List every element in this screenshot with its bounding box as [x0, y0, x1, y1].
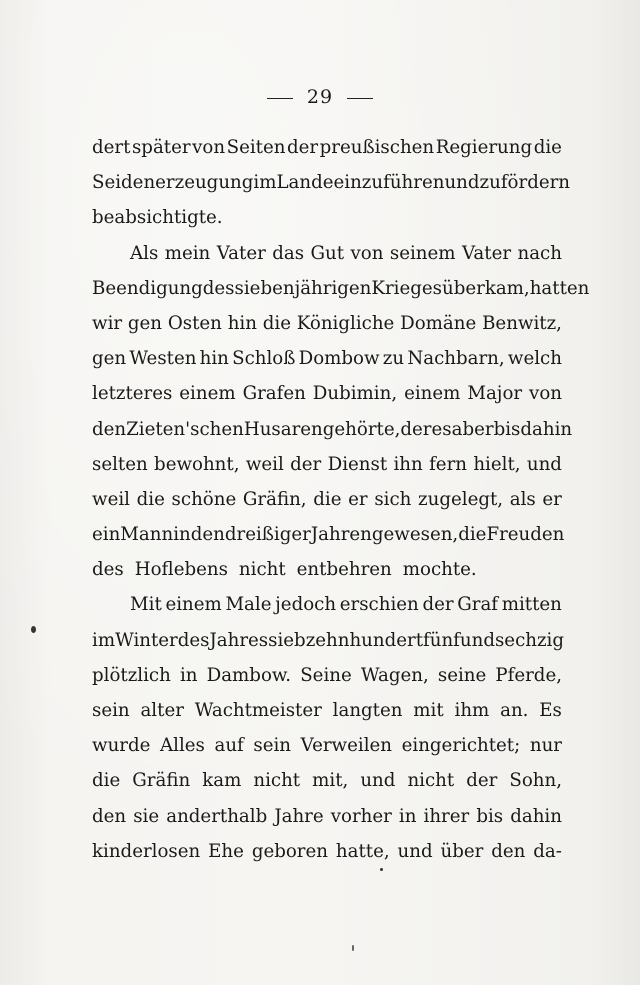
word: Vater [461, 242, 512, 264]
word: in [398, 805, 417, 827]
word: mochte. [402, 559, 477, 581]
word: anderthalb [166, 805, 268, 827]
word: Male [225, 594, 272, 616]
word: seinem [389, 242, 456, 264]
word: seine [437, 664, 487, 686]
word: nicht [238, 559, 286, 581]
word: weil [245, 453, 284, 475]
word: sie [133, 805, 160, 827]
word: Zieten'schen [126, 418, 244, 440]
word: Gut [310, 242, 345, 264]
word: der [422, 594, 454, 616]
word: die [136, 488, 165, 510]
word: Seiten [226, 137, 286, 158]
word: und [444, 172, 480, 194]
word: schöne [171, 488, 237, 510]
word: dreißiger [224, 524, 311, 546]
word: von [529, 383, 562, 405]
word: zugelegt, [418, 488, 504, 510]
word: nicht [253, 770, 301, 792]
word: Lande [276, 172, 334, 194]
word: mein [164, 242, 211, 264]
text-line [92, 165, 571, 200]
word: wurde [92, 735, 151, 757]
text-line [92, 200, 562, 235]
header-dash-right [347, 98, 373, 99]
text-line [92, 271, 590, 306]
word: Vater [216, 242, 266, 264]
word: den [190, 524, 225, 546]
word: gen [127, 312, 163, 334]
word: hatte, [335, 840, 390, 862]
word: die [458, 524, 487, 546]
word: erschien [339, 594, 419, 616]
word: kam [202, 770, 242, 792]
word: letzteres [92, 383, 173, 405]
word: sein [92, 700, 130, 721]
word: Königliche [296, 312, 395, 334]
word: fern [429, 453, 467, 475]
word: als [509, 488, 536, 510]
word: nicht [407, 770, 455, 792]
word: Major [467, 383, 523, 405]
word: Wachtmeister [194, 700, 322, 721]
word: hatten [529, 277, 590, 299]
word: jedoch [275, 594, 337, 616]
word: Ehe [208, 840, 244, 862]
word: hin [199, 348, 229, 370]
word: von [192, 137, 226, 158]
text-line [92, 376, 562, 411]
word: Sohn, [509, 770, 562, 792]
word: einem [179, 383, 236, 405]
word: Grafen [242, 383, 306, 405]
word: die [262, 312, 291, 334]
word: das [272, 242, 305, 264]
word: langten [332, 700, 403, 721]
word: gen [92, 348, 127, 370]
word: fördern [500, 172, 571, 194]
word: preußischen [319, 137, 435, 158]
word: des [177, 629, 210, 651]
text-line [92, 728, 562, 763]
word: siebzehnhundertfünfundsechzig [268, 629, 565, 651]
text-line [92, 412, 573, 447]
text-line [92, 306, 562, 341]
word: zu [382, 348, 405, 370]
ink-speck [31, 626, 36, 633]
word: da- [533, 840, 562, 862]
word: die [313, 488, 342, 510]
word: siebenjährigen [234, 277, 372, 299]
word: geboren [251, 840, 328, 862]
word: an. [500, 700, 529, 721]
text-line [92, 763, 562, 798]
text-line [92, 799, 562, 834]
word: gewesen, [371, 524, 459, 546]
word: alter [140, 700, 184, 721]
word: sein [253, 735, 292, 757]
word: Seidenerzeugung [92, 172, 254, 194]
word: ihrer [423, 805, 470, 827]
word: welch [507, 348, 562, 370]
word: Gräfin, [242, 488, 307, 510]
word: im [92, 629, 116, 651]
word: der [286, 137, 319, 158]
word: Es [539, 700, 562, 721]
ink-speck [352, 945, 354, 951]
word: im [253, 172, 277, 194]
word: Winter [115, 629, 178, 651]
text-line [92, 517, 565, 552]
word: bis [493, 418, 521, 440]
word: Dienst [327, 453, 388, 475]
text-line [92, 658, 562, 693]
word: er [542, 488, 562, 510]
word: plötzlich [92, 664, 171, 686]
word: Dombow [298, 348, 380, 370]
word: es [431, 418, 452, 440]
word: in [173, 524, 191, 546]
word: Pferde, [495, 664, 562, 686]
word: Benwitz, [482, 312, 562, 334]
word: auf [214, 735, 244, 757]
word: und [526, 453, 562, 475]
word: Regierung [435, 137, 533, 158]
header-dash-left [267, 98, 293, 99]
word: zu [479, 172, 501, 194]
word: später [131, 137, 191, 158]
text-line [92, 693, 562, 728]
word: Jahren [310, 524, 372, 546]
word: und [397, 840, 433, 862]
word: Graf [457, 594, 499, 616]
word: Hoflebens [134, 559, 228, 581]
word: Als [130, 242, 159, 264]
word: eingerichtet; [401, 735, 521, 757]
text-line [92, 834, 562, 869]
word: bis [476, 805, 504, 827]
word: Dambow. [206, 664, 292, 686]
word: Jahre [274, 805, 324, 827]
word: Mit [130, 594, 162, 616]
word: Dubimin, [312, 383, 398, 405]
word: Mann [120, 524, 174, 546]
page-header [0, 86, 640, 108]
word: ihm [454, 700, 490, 721]
word: dahin [510, 805, 562, 827]
word: hielt, [473, 453, 521, 475]
text-line [92, 341, 562, 376]
word: gehörte, [322, 418, 401, 440]
word: entbehren [296, 559, 392, 581]
word: den [92, 805, 127, 827]
word: mit [413, 700, 444, 721]
word: dert [92, 137, 131, 158]
word: weil [92, 488, 130, 510]
word: Alles [160, 735, 205, 757]
word: ihn [393, 453, 423, 475]
word: einzuführen [333, 172, 445, 194]
word: die [92, 770, 121, 792]
word: der [290, 453, 322, 475]
word: Wagen, [360, 664, 429, 686]
word: den [491, 840, 526, 862]
word: Nachbarn, [407, 348, 505, 370]
page-number: 29 [306, 86, 334, 108]
body-text [92, 130, 590, 869]
word: beabsichtigte. [92, 207, 223, 229]
word: Krieges [371, 277, 442, 299]
word: er [348, 488, 368, 510]
text-line [92, 587, 562, 622]
word: von [350, 242, 384, 264]
text-line [92, 130, 562, 165]
word: Jahres [209, 629, 269, 651]
word: nur [529, 735, 562, 757]
word: sich [374, 488, 412, 510]
word: wir [92, 312, 123, 334]
word: einem [165, 594, 222, 616]
ink-speck [380, 868, 383, 871]
word: Beendigung [92, 277, 203, 299]
word: Gräfin [132, 770, 191, 792]
word: Domäne [400, 312, 477, 334]
word: ein [92, 524, 121, 546]
word: den [92, 418, 127, 440]
text-line [92, 552, 562, 587]
word: mit, [312, 770, 349, 792]
word: über [440, 840, 484, 862]
word: aber [451, 418, 494, 440]
word: Husaren [243, 418, 323, 440]
word: der [400, 418, 432, 440]
text-line [92, 482, 562, 517]
word: überkam, [442, 277, 530, 299]
word: einem [404, 383, 461, 405]
word: selten [92, 453, 148, 475]
word: Osten [167, 312, 222, 334]
word: die [533, 137, 562, 158]
word: kinderlosen [92, 840, 201, 862]
word: Seine [300, 664, 352, 686]
word: Schloß [232, 348, 296, 370]
word: hin [227, 312, 257, 334]
word: und [360, 770, 396, 792]
word: Freuden [486, 524, 565, 546]
word: vorher [330, 805, 392, 827]
word: mitten [501, 594, 562, 616]
word: des [202, 277, 235, 299]
word: dahin [520, 418, 573, 440]
word: Verweilen [300, 735, 393, 757]
text-line [92, 236, 562, 271]
word: in [179, 664, 198, 686]
word: des [92, 559, 124, 581]
text-line [92, 447, 562, 482]
word: bewohnt, [154, 453, 240, 475]
word: der [466, 770, 498, 792]
text-line [92, 623, 565, 658]
word: Westen [129, 348, 197, 370]
word: nach [517, 242, 562, 264]
